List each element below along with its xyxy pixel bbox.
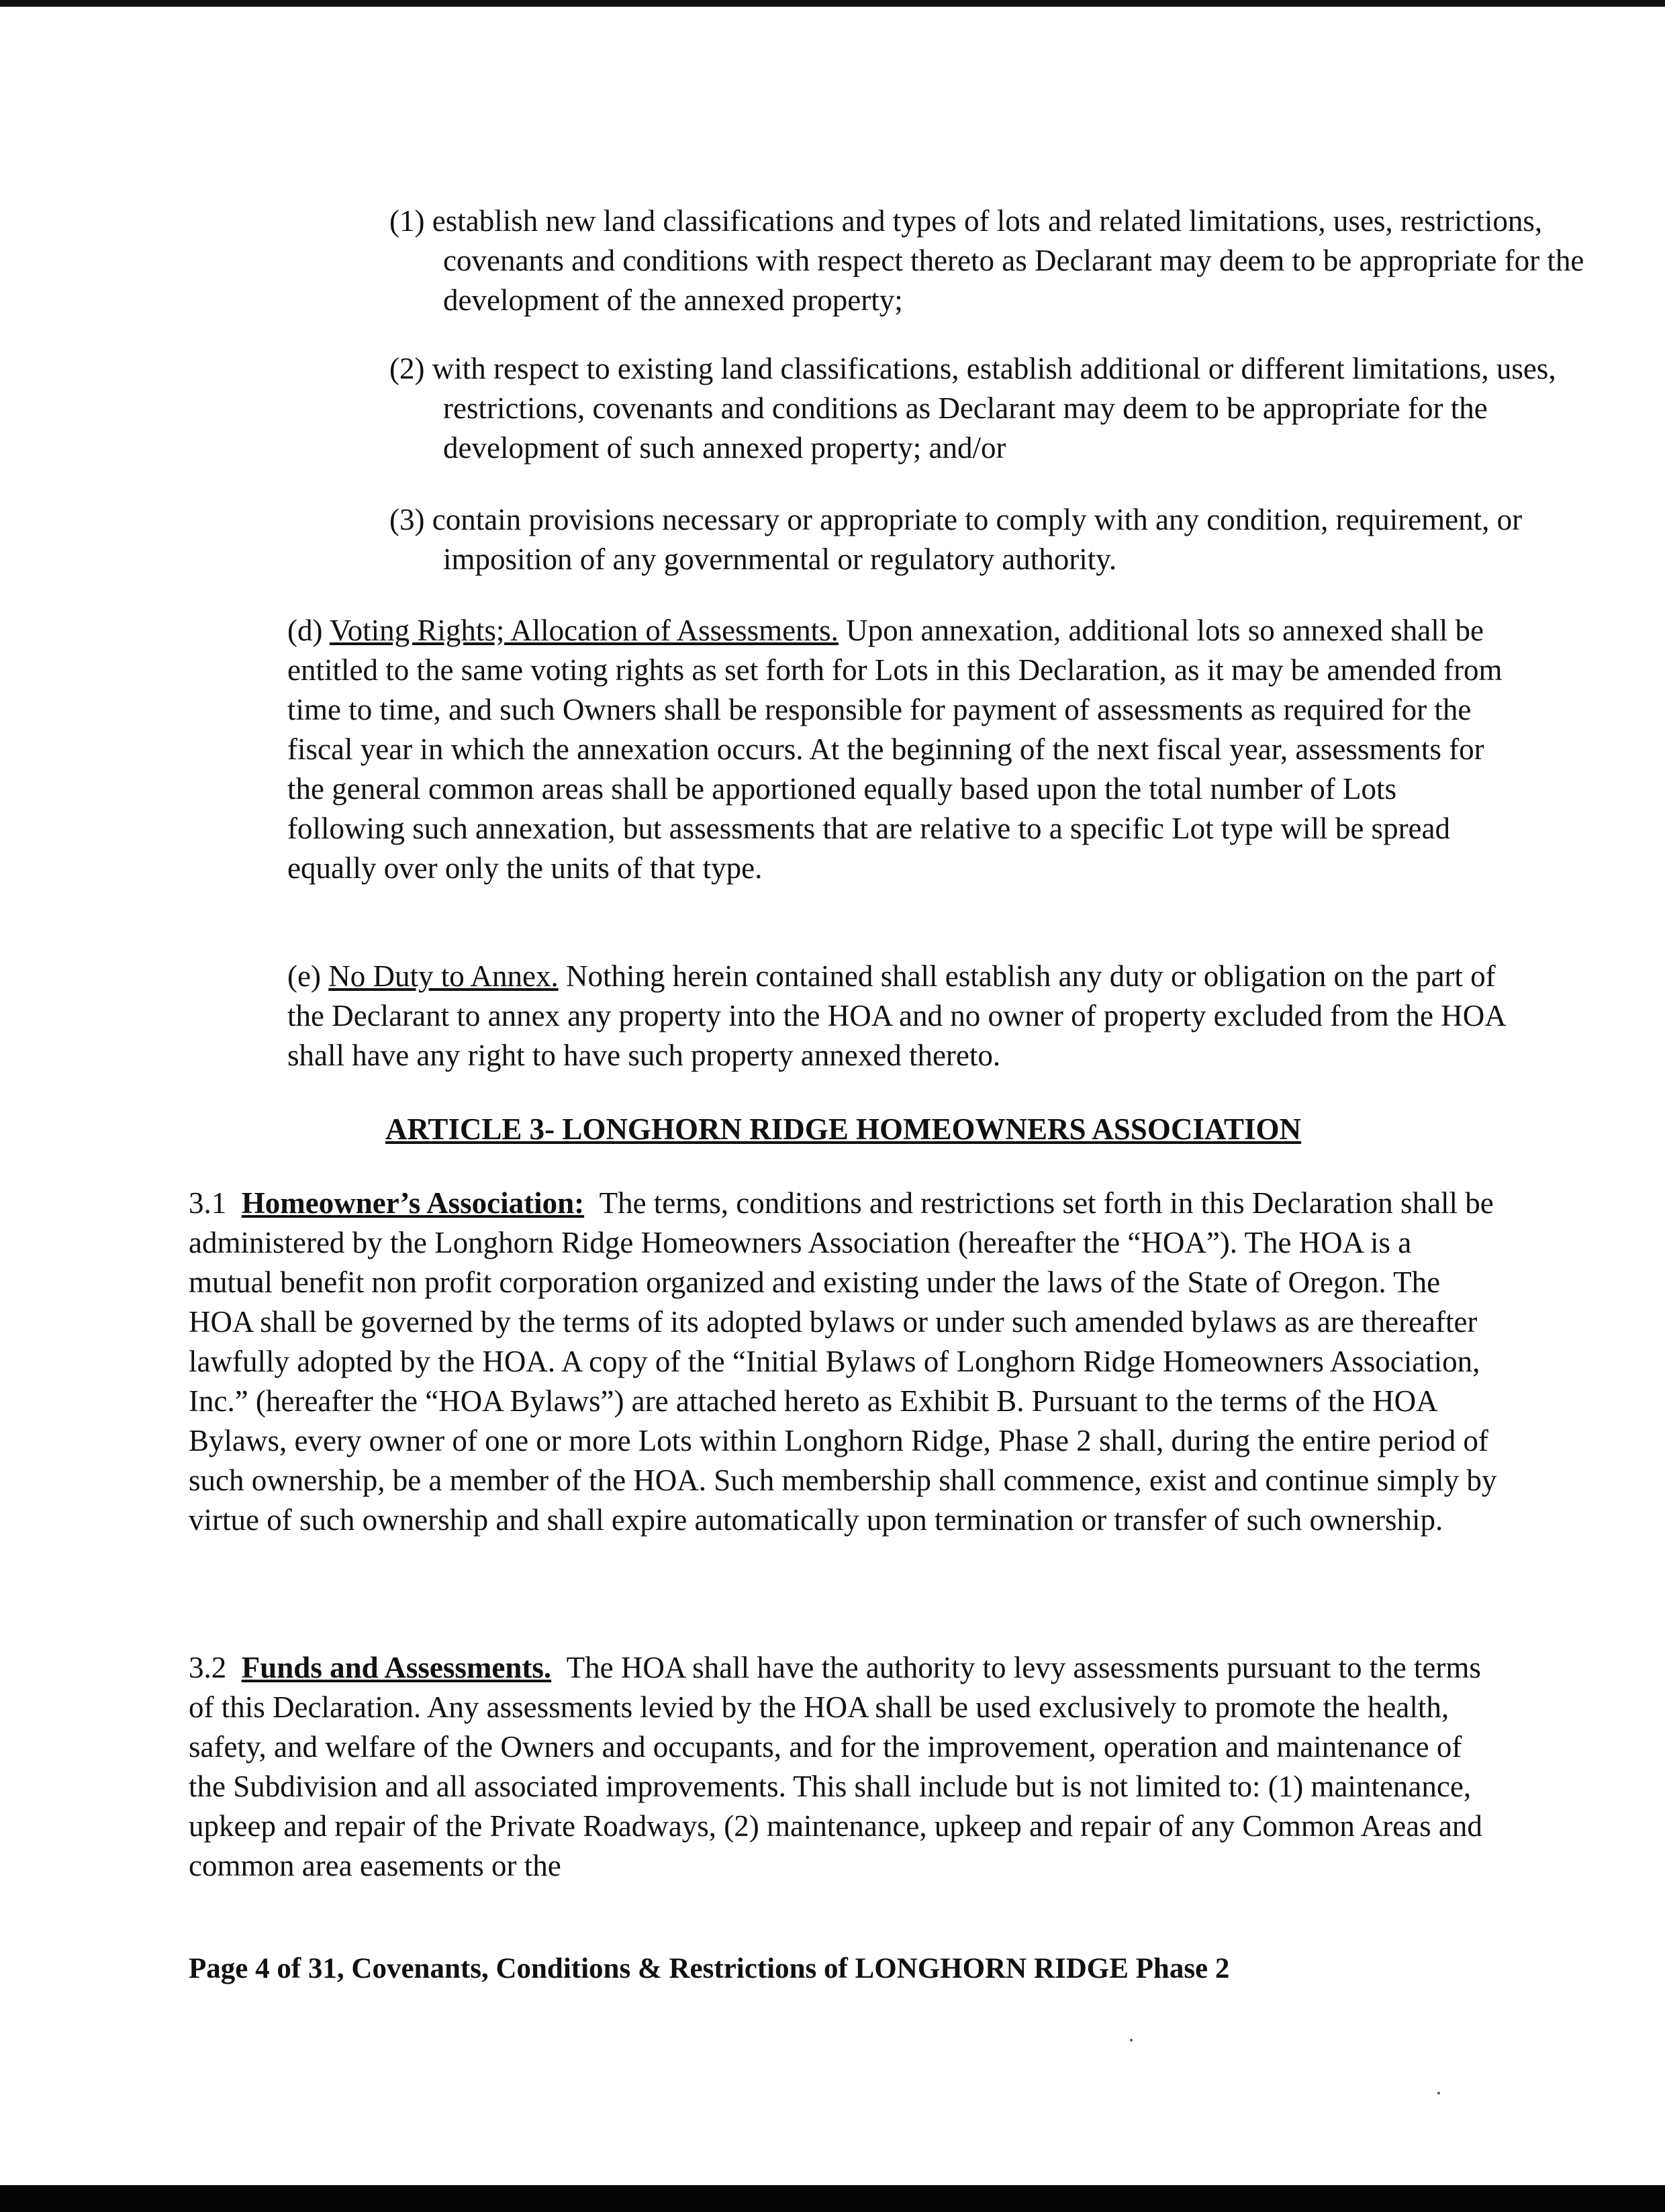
list-item-1-label: (1) [389,204,425,238]
section-d-label: (d) [287,614,323,647]
list-item-2-text: with respect to existing land classifications, establish additional or different limitations, uses, restrictions, covenants and conditions as Declarant may deem to be appropriate for the development of such annexed property; and/or [432,352,1556,465]
section-d-heading: Voting Rights; Allocation of Assessments. [329,614,839,647]
section-3-2-heading: Funds and Assessments. [241,1651,552,1684]
list-item-2 [389,349,1584,468]
list-item-3-label: (3) [389,503,425,536]
scan-speck [1130,2039,1133,2041]
section-e-paragraph [287,957,1516,1075]
section-e-heading: No Duty to Annex. [328,959,559,993]
scan-edge-top [0,0,1665,7]
section-3-1-paragraph [189,1184,1498,1540]
scan-edge-bottom [0,2185,1665,2212]
list-item-1-text: establish new land classifications and types of lots and related limitations, uses, restrictions, covenants and conditions with respect thereto as Declarant may deem to be appropriate for the development of the annexed property; [432,204,1584,317]
page-footer: Page 4 of 31, Covenants, Conditions & Restrictions of LONGHORN RIDGE Phase 2 [189,1953,1230,1984]
section-3-2-paragraph [189,1648,1498,1886]
list-item-2-label: (2) [389,352,425,385]
article-heading: ARTICLE 3- LONGHORN RIDGE HOMEOWNERS ASSOCIATION [385,1112,1302,1146]
section-d-body: Upon annexation, additional lots so annexed shall be entitled to the same voting rights as set forth for Lots in this Declaration, as it may be amended from time to time, and such Owners shall be responsible for payment of assessments as required for the fiscal year in which the annexation occurs. At the beginning of the next fiscal year, assessments for the general common areas shall be apportioned equally based upon the total number of Lots following such annexation, but assessments that are relative to a specific Lot type will be spread equally over only the units of that type. [287,614,1503,885]
section-3-1-number: 3.1 [189,1186,227,1220]
list-item-3 [389,500,1584,579]
list-item-3-text: contain provisions necessary or appropriate to comply with any condition, requirement, or imposition of any governmental or regulatory authority. [432,503,1523,576]
section-3-2-number: 3.2 [189,1651,227,1684]
section-3-1-body: The terms, conditions and restrictions set forth in this Declaration shall be administered by the Longhorn Ridge Homeowners Association (hereafter the “HOA”). The HOA is a mutual benefit non profit corporation organized and existing under the laws of the State of Oregon. The HOA shall be governed by the terms of its adopted bylaws or under such amended bylaws as are thereafter lawfully adopted by the HOA. A copy of the “Initial Bylaws of Longhorn Ridge Homeowners Association, Inc.” (hereafter the “HOA Bylaws”) are attached hereto as Exhibit B. Pursuant to the terms of the HOA Bylaws, every owner of one or more Lots within Longhorn Ridge, Phase 2 shall, during the entire period of such ownership, be a member of the HOA. Such membership shall commence, exist and continue simply by virtue of such ownership and shall expire automatically upon termination or transfer of such ownership. [189,1186,1497,1537]
section-3-2-body: The HOA shall have the authority to levy assessments pursuant to the terms of this Declaration. Any assessments levied by the HOA shall be used exclusively to promote the health, safety, and welfare of the Owners and occupants, and for the improvement, operation and maintenance of the Subdivision and all associated improvements. This shall include but is not limited to: (1) maintenance, upkeep and repair of the Private Roadways, (2) maintenance, upkeep and repair of any Common Areas and common area easements or the [189,1651,1482,1882]
section-e-label: (e) [287,959,321,993]
section-3-1-heading: Homeowner’s Association: [241,1186,585,1220]
section-e-body: Nothing herein contained shall establish any duty or obligation on the part of the Declarant to annex any property into the HOA and no owner of property excluded from the HOA shall have any right to have such property annexed thereto. [287,959,1505,1072]
scan-speck [1437,2092,1440,2095]
list-item-1 [389,201,1584,320]
section-d-paragraph [287,611,1516,888]
